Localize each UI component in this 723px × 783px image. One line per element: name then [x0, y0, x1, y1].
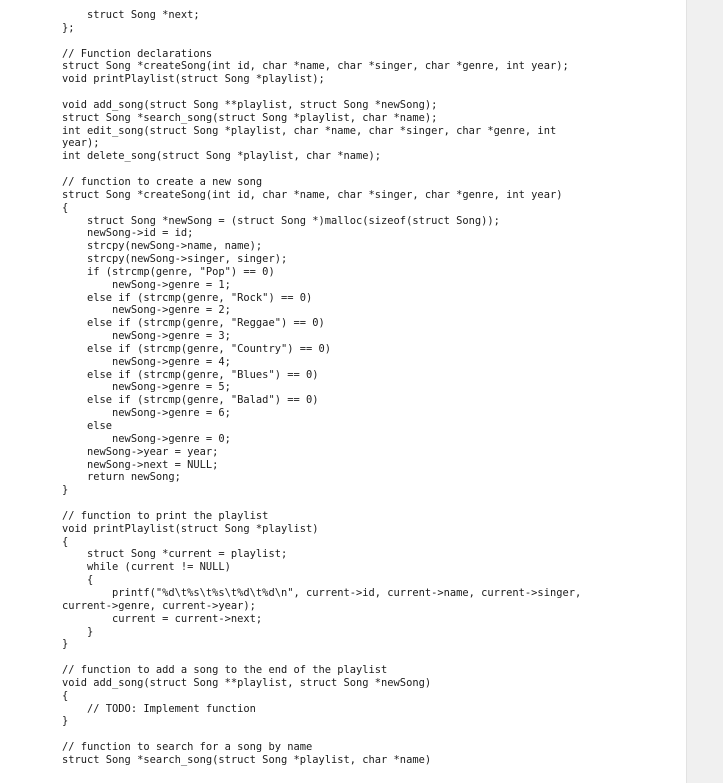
code-line: current->genre, current->year); [62, 599, 256, 612]
code-line: newSong->next = NULL; [62, 458, 219, 471]
code-line: else if (strcmp(genre, "Reggae") == 0) [62, 317, 325, 330]
code-line [62, 497, 581, 510]
code-line: current = current->next; [62, 612, 263, 625]
code-line: newSong->id = id; [62, 227, 194, 240]
code-line: { [62, 535, 69, 548]
code-line: strcpy(newSong->name, name); [62, 240, 263, 253]
code-line: { [62, 574, 94, 587]
code-line: newSong->year = year; [62, 445, 219, 458]
code-line [62, 651, 581, 664]
code-line: return newSong; [62, 471, 181, 484]
code-line [62, 728, 581, 741]
code-line: void add_song(struct Song **playlist, struct Song *newSong); [62, 98, 438, 111]
code-line: } [62, 484, 69, 497]
code-line: newSong->genre = 0; [62, 432, 231, 445]
code-line: newSong->genre = 4; [62, 355, 231, 368]
code-line: newSong->genre = 6; [62, 407, 231, 420]
code-line: int delete_song(struct Song *playlist, char *name); [62, 150, 382, 163]
code-line: int edit_song(struct Song *playlist, char *name, char *singer, char *genre, int [62, 124, 557, 137]
code-line: else [62, 420, 113, 432]
code-line: void add_song(struct Song **playlist, struct Song *newSong) [62, 676, 432, 689]
code-line: // TODO: Implement function [62, 702, 256, 715]
code-line: else if (strcmp(genre, "Balad") == 0) [62, 394, 319, 407]
code-line: // Function declarations [62, 47, 213, 60]
code-line: else if (strcmp(genre, "Blues") == 0) [62, 368, 319, 381]
code-line: printf("%d\t%s\t%s\t%d\t%d\n", current->id, current->name, current->singer, [62, 586, 582, 599]
code-line: else if (strcmp(genre, "Country") == 0) [62, 342, 331, 355]
code-line: struct Song *current = playlist; [62, 548, 288, 561]
code-line: struct Song *search_song(struct Song *playlist, char *name); [62, 111, 438, 124]
code-line: struct Song *search_song(struct Song *playlist, char *name) [62, 753, 432, 766]
code-listing [62, 9, 581, 767]
code-line: else if (strcmp(genre, "Rock") == 0) [62, 291, 313, 304]
code-line: void printPlaylist(struct Song *playlist); [62, 73, 325, 86]
code-line: if (strcmp(genre, "Pop") == 0) [62, 265, 275, 278]
code-line: newSong->genre = 2; [62, 304, 231, 317]
code-line: struct Song *newSong = (struct Song *)malloc(sizeof(struct Song)); [62, 214, 500, 227]
code-line: // function to search for a song by name [62, 741, 313, 754]
code-line [62, 35, 581, 48]
code-line: } [62, 625, 94, 638]
code-line: year); [62, 137, 100, 150]
code-line: struct Song *next; [62, 9, 200, 21]
code-line: { [62, 201, 69, 214]
code-line: strcpy(newSong->singer, singer); [62, 253, 288, 266]
code-line: } [62, 638, 69, 651]
code-line: newSong->genre = 1; [62, 278, 231, 291]
page-margin [686, 0, 723, 783]
code-line: { [62, 689, 69, 702]
code-line: while (current != NULL) [62, 561, 231, 574]
code-line: struct Song *createSong(int id, char *name, char *singer, char *genre, int year); [62, 60, 569, 73]
code-line: }; [62, 21, 75, 34]
code-line: // function to print the playlist [62, 509, 269, 522]
code-line: // function to create a new song [62, 175, 263, 188]
code-line: // function to add a song to the end of the playlist [62, 664, 388, 677]
code-line: void printPlaylist(struct Song *playlist) [62, 522, 319, 535]
code-line: struct Song *createSong(int id, char *name, char *singer, char *genre, int year) [62, 188, 563, 201]
code-line [62, 163, 581, 176]
code-line: newSong->genre = 5; [62, 381, 231, 394]
code-line: newSong->genre = 3; [62, 330, 231, 343]
code-line [62, 86, 581, 99]
code-line: } [62, 715, 69, 728]
